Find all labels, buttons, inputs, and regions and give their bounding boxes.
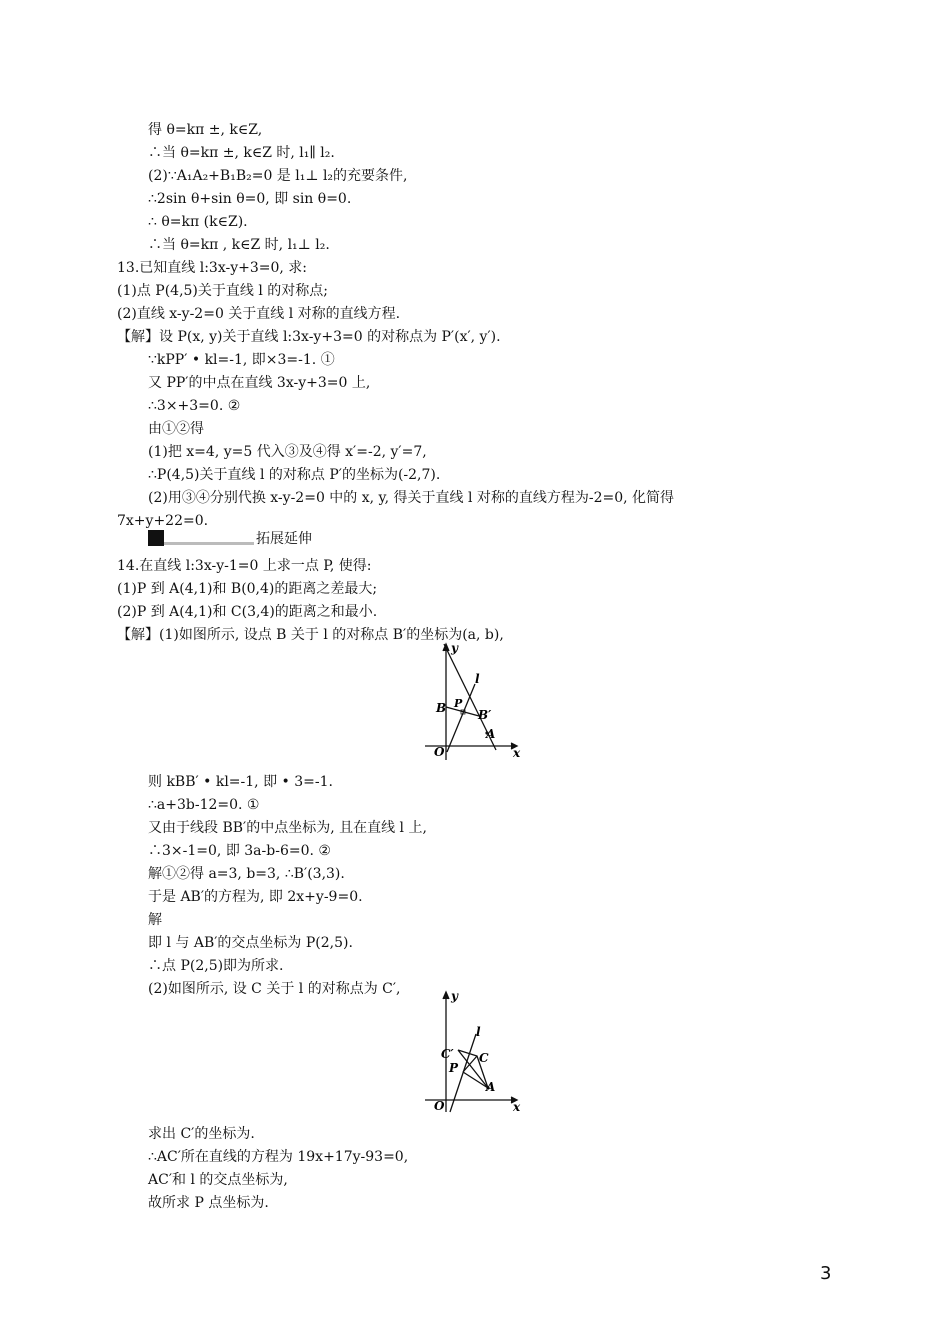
label-C: C: [479, 1051, 489, 1065]
section-header: [148, 528, 312, 548]
label-Cprime: C′: [441, 1047, 454, 1061]
text-line: 解①②得 a=3, b=3, ∴B′(3,3).: [148, 866, 345, 882]
y-axis-arrow-icon: [443, 992, 449, 999]
text-line: ∴AC′所在直线的方程为 19x+17y-93=0,: [148, 1149, 409, 1165]
text-line: (2)用③④分别代换 x-y-2=0 中的 x, y, 得关于直线 l 对称的直线方程为-2=0, 化简得: [148, 490, 675, 506]
text-line: 得 θ=kπ ±, k∈Z,: [148, 122, 263, 138]
label-O: O: [434, 1099, 445, 1113]
text-line: 7x+y+22=0.: [117, 513, 209, 529]
text-line: ∴点 P(2,5)即为所求.: [148, 958, 284, 974]
text-line: ∴a+3b-12=0. ①: [148, 797, 260, 813]
text-line: 14.在直线 l:3x-y-1=0 上求一点 P, 使得:: [117, 558, 372, 574]
text-line: (2)∵A₁A₂+B₁B₂=0 是 l₁⊥ l₂的充要条件,: [148, 168, 408, 184]
label-x: x: [513, 1100, 521, 1114]
label-B: B: [436, 701, 447, 715]
text-line: ∴3×+3=0. ②: [148, 398, 241, 414]
text-line: (2)直线 x-y-2=0 关于直线 l 对称的直线方程.: [117, 306, 401, 322]
text-line: 【解】设 P(x, y)关于直线 l:3x-y+3=0 的对称点为 P′(x′, y′).: [117, 329, 501, 345]
text-line: (1)P 到 A(4,1)和 B(0,4)的距离之差最大;: [117, 581, 378, 597]
label-x: x: [513, 746, 521, 760]
text-line: 由①②得: [148, 421, 204, 437]
label-P: P: [449, 1061, 459, 1075]
text-line: 解: [148, 912, 162, 928]
text-line: 13.已知直线 l:3x-y+3=0, 求:: [117, 260, 307, 276]
label-O: O: [434, 745, 445, 759]
text-line: ∴当 θ=kπ , k∈Z 时, l₁⊥ l₂.: [148, 237, 330, 253]
segment-PA: [463, 1072, 488, 1088]
text-line: 又由于线段 BB′的中点坐标为, 且在直线 l 上,: [148, 820, 427, 836]
text-line: ∴当 θ=kπ ±, k∈Z 时, l₁∥ l₂.: [148, 145, 335, 161]
text-line: 【解】(1)如图所示, 设点 B 关于 l 的对称点 B′的坐标为(a, b),: [117, 627, 504, 643]
label-P: P: [454, 697, 463, 710]
line-l: [447, 684, 475, 752]
text-line: (1)点 P(4,5)关于直线 l 的对称点;: [117, 283, 328, 299]
text-line: AC′和 l 的交点坐标为,: [148, 1172, 288, 1188]
figure-1: [420, 640, 530, 765]
section-label: 拓展延伸: [256, 531, 312, 547]
text-line: ∵kPP′ • kl=-1, 即×3=-1. ①: [148, 352, 335, 368]
text-line: ∴2sin θ+sin θ=0, 即 sin θ=0.: [148, 191, 352, 207]
section-marker-icon: [148, 530, 164, 546]
page-number: 3: [820, 1263, 832, 1284]
label-l: l: [475, 672, 480, 686]
text-line: 求出 C′的坐标为.: [148, 1126, 255, 1142]
section-divider: [164, 542, 254, 545]
text-line: 故所求 P 点坐标为.: [148, 1195, 269, 1211]
text-line: 又 PP′的中点在直线 3x-y+3=0 上,: [148, 375, 371, 391]
label-y: y: [451, 641, 458, 655]
label-A: A: [486, 727, 496, 741]
text-line: (2)如图所示, 设 C 关于 l 的对称点为 C′,: [148, 981, 401, 997]
text-line: (1)把 x=4, y=5 代入③及④得 x′=-2, y′=7,: [148, 444, 427, 460]
label-Bprime: B′: [478, 708, 492, 722]
label-l: l: [476, 1025, 481, 1039]
text-line: 则 kBB′ • kl=-1, 即 • 3=-1.: [148, 774, 333, 790]
label-y: y: [451, 989, 458, 1003]
label-A: A: [486, 1080, 496, 1094]
text-line: 于是 AB′的方程为, 即 2x+y-9=0.: [148, 889, 363, 905]
text-line: 即 l 与 AB′的交点坐标为 P(2,5).: [148, 935, 353, 951]
text-line: ∴P(4,5)关于直线 l 的对称点 P′的坐标为(-2,7).: [148, 467, 441, 483]
text-line: ∴ θ=kπ (k∈Z).: [148, 214, 248, 230]
text-line: (2)P 到 A(4,1)和 C(3,4)的距离之和最小.: [117, 604, 378, 620]
figure-2: [420, 988, 530, 1116]
text-line: ∴3×-1=0, 即 3a-b-6=0. ②: [148, 843, 331, 859]
